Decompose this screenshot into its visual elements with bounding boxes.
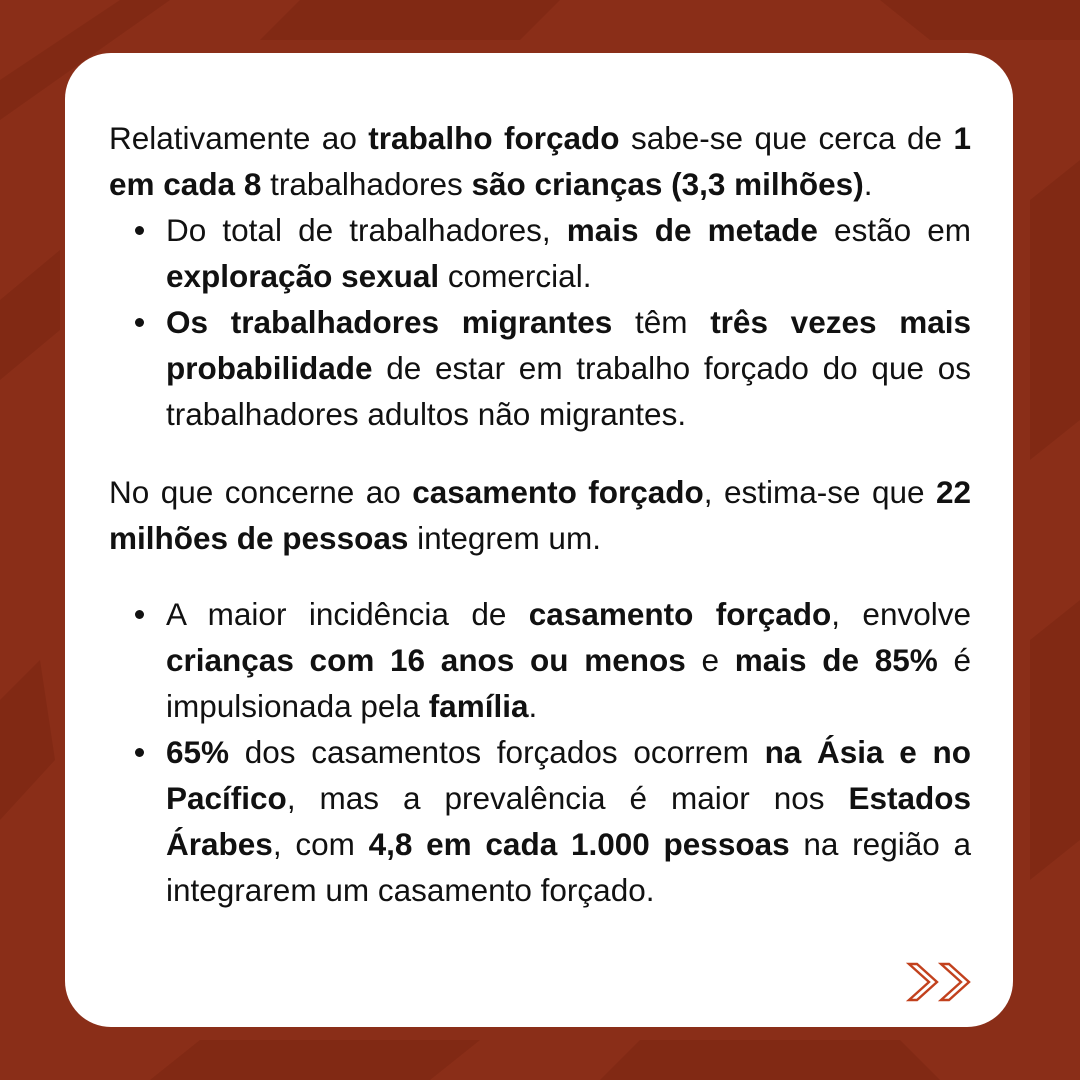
bullet-icon: [135, 318, 144, 327]
bullet-icon: [135, 610, 144, 619]
bold-segment: 4,8 em cada 1.000 pessoas: [368, 826, 790, 862]
bold-segment: família: [428, 688, 529, 724]
text-segment: A maior incidência de: [166, 596, 529, 632]
text-segment: , envolve: [831, 596, 972, 632]
card-content: [109, 115, 971, 913]
text-segment: é impulsionada pela: [166, 642, 971, 724]
bold-segment: Estados Árabes: [166, 780, 971, 862]
list-item: [109, 299, 971, 437]
text-segment: de estar em trabalho forçado do que os trabalhadores adultos não migrantes.: [166, 350, 971, 432]
bold-segment: Os trabalhadores migrantes: [166, 304, 613, 340]
forced-marriage-bullet-list: [109, 591, 971, 913]
text-segment: Do total de trabalhadores,: [166, 212, 567, 248]
text-segment: , com: [272, 826, 369, 862]
text-segment: dos casamentos forçados ocorrem: [229, 734, 765, 770]
bullet-icon: [135, 748, 144, 757]
text-segment: têm: [612, 304, 711, 340]
bold-segment: 65%: [166, 734, 230, 770]
content-card: [65, 53, 1013, 1027]
text-segment: estão em: [817, 212, 972, 248]
list-item: [109, 729, 971, 913]
bold-segment: 1 em cada 8: [109, 120, 971, 202]
text-segment: na região a integrarem um casamento forçado.: [166, 826, 972, 908]
bold-segment: são crianças (3,3 milhões): [471, 166, 864, 202]
list-item: [109, 207, 971, 299]
text-segment: e: [685, 642, 735, 678]
forced-marriage-paragraph: [109, 469, 971, 561]
forced-labour-paragraph: [109, 115, 971, 207]
forced-labour-bullet-list: [109, 207, 971, 437]
text-segment: , mas a prevalência é maior nos: [286, 780, 849, 816]
text-segment: comercial.: [439, 258, 592, 294]
bold-segment: trabalho forçado: [368, 120, 620, 156]
bold-segment: 22 milhões de pessoas: [109, 474, 971, 556]
text-segment: .: [528, 688, 538, 724]
text-segment: No que concerne ao: [109, 474, 413, 510]
double-chevron-right-icon[interactable]: [905, 958, 977, 1006]
text-segment: Relativamente ao: [109, 120, 369, 156]
text-segment: , estima-se que: [703, 474, 936, 510]
bold-segment: crianças com 16 anos ou menos: [166, 642, 686, 678]
text-segment: integrem um.: [408, 520, 601, 556]
bold-segment: casamento forçado: [528, 596, 832, 632]
bold-segment: na Ásia e no Pacífico: [166, 734, 971, 816]
bullet-icon: [135, 226, 144, 235]
bold-segment: três vezes mais probabilidade: [166, 304, 971, 386]
text-segment: .: [863, 166, 873, 202]
text-segment: sabe-se que cerca de: [619, 120, 954, 156]
bold-segment: casamento forçado: [412, 474, 704, 510]
bold-segment: exploração sexual: [166, 258, 440, 294]
list-item: [109, 591, 971, 729]
bold-segment: mais de metade: [566, 212, 818, 248]
bold-segment: mais de 85%: [734, 642, 938, 678]
text-segment: trabalhadores: [261, 166, 472, 202]
